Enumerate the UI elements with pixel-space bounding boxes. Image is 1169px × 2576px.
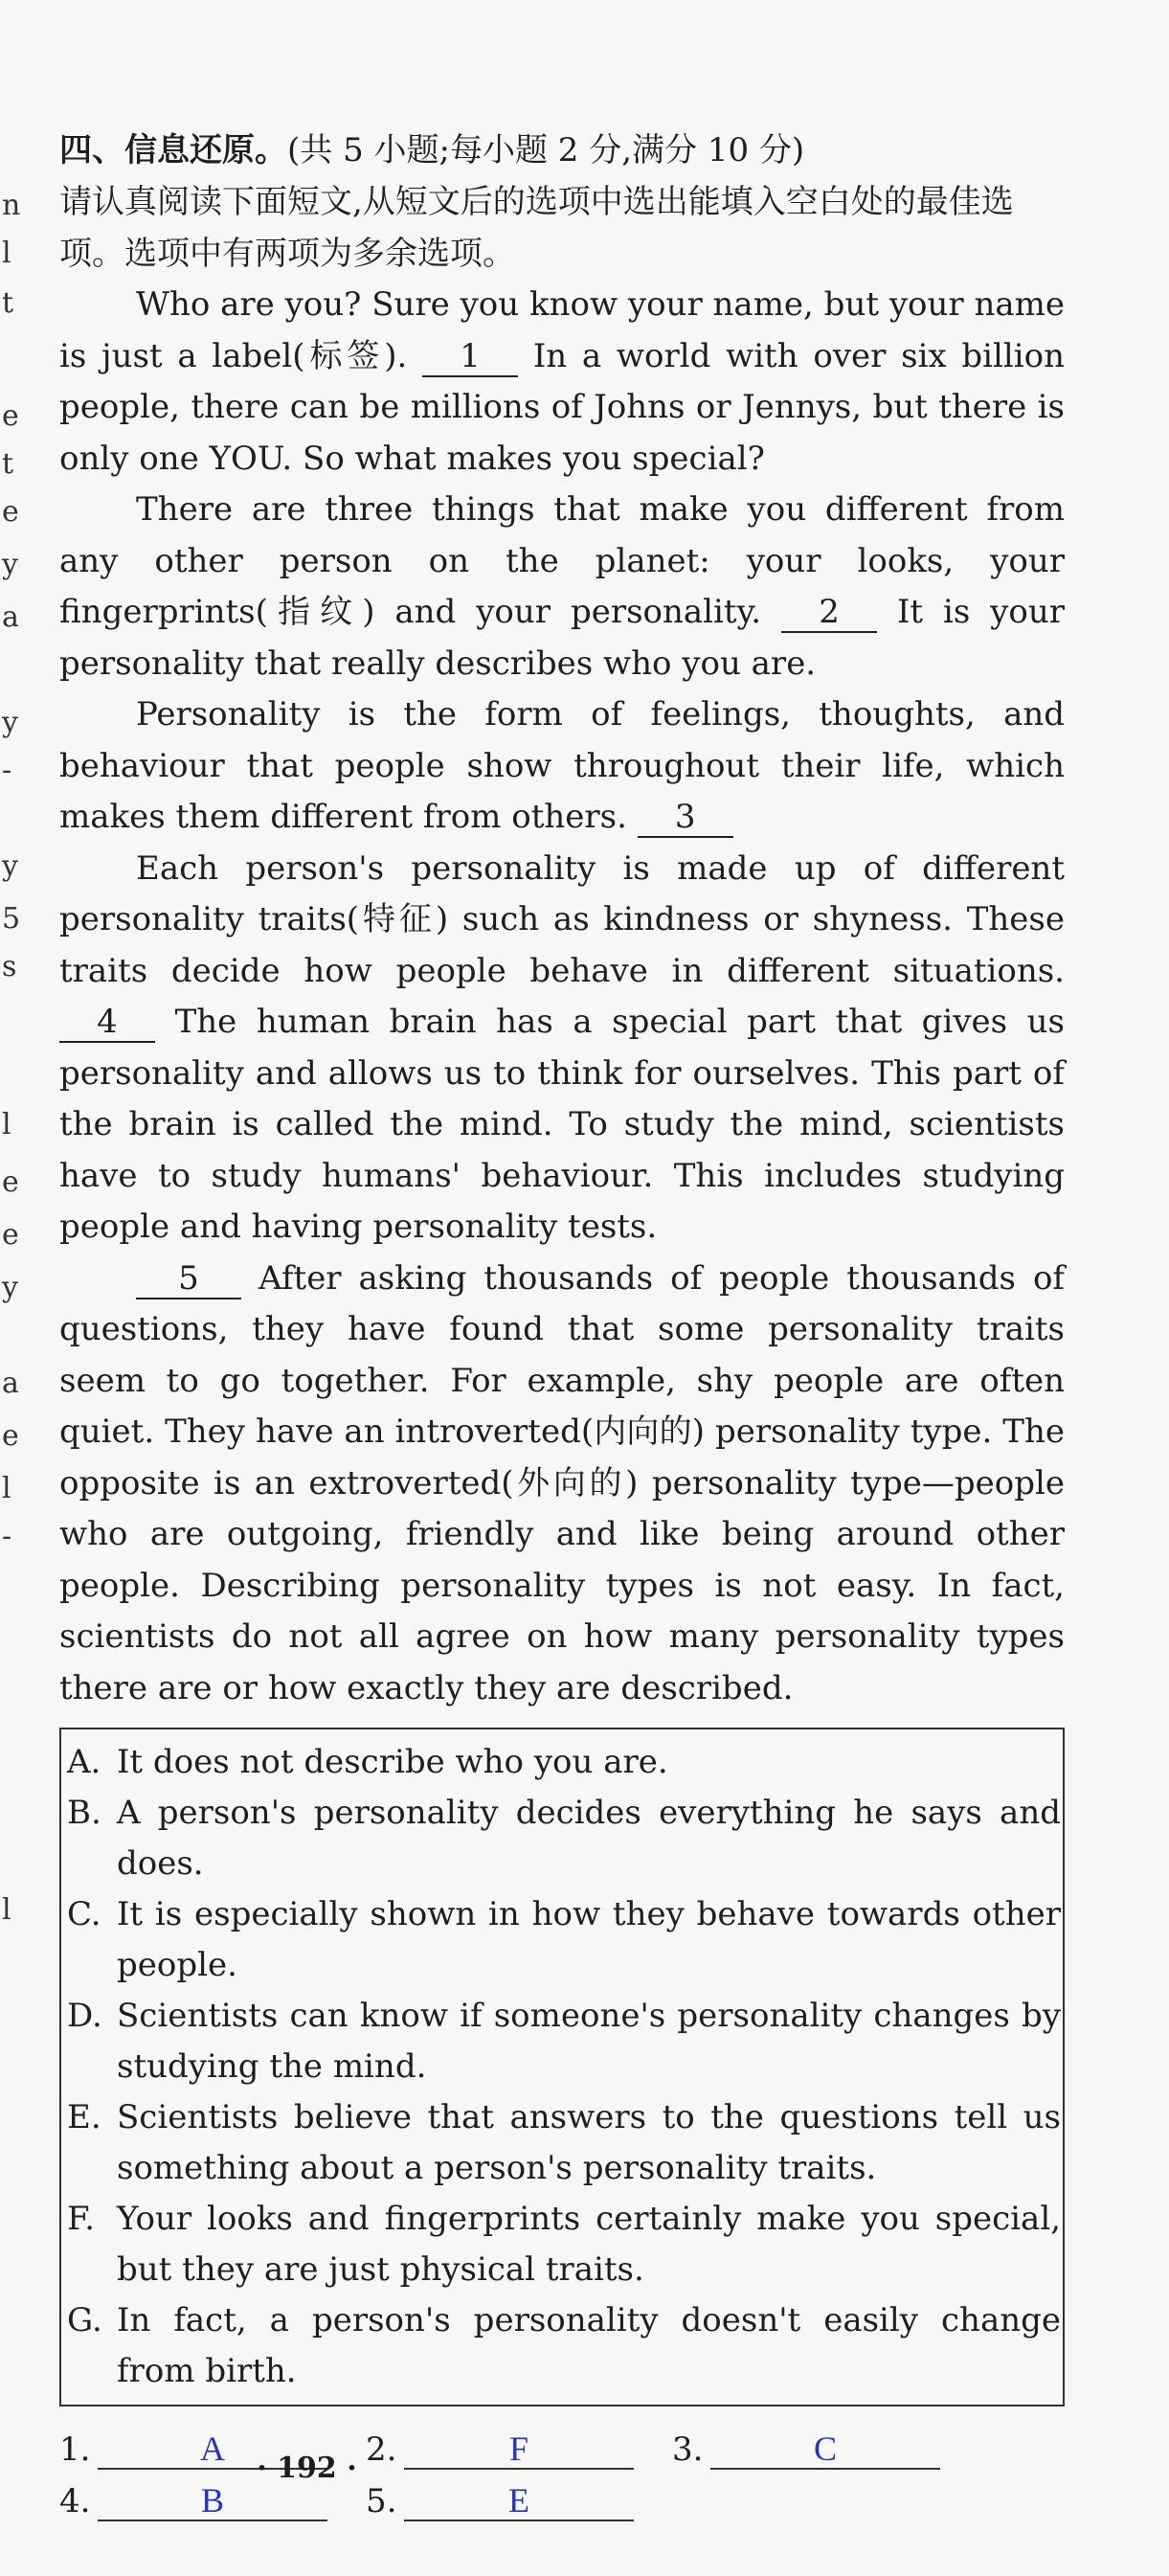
answer-field[interactable]: C [710, 2429, 940, 2470]
option-c [67, 1889, 1063, 1991]
section-title: 四、信息还原。 [59, 131, 287, 169]
option-text: It does not describe who you are. [117, 1743, 668, 1781]
passage-text: Personality is the form of feelings, thoughts, and behaviour that people show throughout their life, which makes them different from others. [59, 695, 1065, 836]
passage-paragraph-2 [59, 485, 1065, 689]
option-letter: F. [67, 2200, 96, 2238]
options-box [59, 1728, 1065, 2407]
blank-4[interactable]: 4 [59, 1003, 155, 1043]
section-scoring: (共 5 小题;每小题 2 分,满分 10 分) [287, 131, 805, 169]
blank-3[interactable]: 3 [638, 798, 733, 838]
workbook-page: n l t e t e y a y - y 5 s l e e y a e l - l 四、信息还原。(共 5 小题;每小题 2 分,满分 10 分) 请认真阅读下面短文,从短文后的选项中选出能填入空白处的最佳选项。选项中有两项为多余选项。 Who are you? Sure you know your name, but your name is just a label(标签). 1 In a world with over six billion people, there can be millions of Johns or Jennys, but there is only one YOU. So what makes you special? There are three things that make you different from any other person on the planet: your looks, your fingerprints(指纹) and your personality. 2 It is your personality that really describes who you are. Personality is the form of feelings, thoughts, and behaviour that people show throughout their life, which makes them different from others. 3 Each person's personality is made up of different personality traits(特征) such as kindness or shyness. These traits decide how people behave in different situations. 4 The human brain has a special part that gives us personality and allows us to think for ourselves. This part of the brain is called the mind. To study the mind, scientists have to study humans' behaviour. This includes studying people and having personality tests. 5 After asking thousands of people thousands of questions, they have found that some personality traits seem to go together. For example, shy people are often quiet. They have an introverted(内向的) personality type. The opposite is an extroverted(外向的) personality type—people who are outgoing, friendly and like being around other people. Describing personality types is not easy. In fact, scientists do not all agree on how many personality types there are or how exactly they are described. A. It does not describe who you are. B. A person's personality decides everything he says and does. C. It is especially shown in how they behave towards other people. D. Scientists can know if someone's personality changes by studying the mind. E. Scientists believe that answers to the questions tell us something about a person's personality traits. F. Your looks and fingerprints certainly make you special, but they are just physical traits. G. In fact, a person's personality doesn't easily change from birth. 1. A 2. F 3. C 4. B 5. E · 192 · [0, 0, 1169, 2576]
option-text: It is especially shown in how they behave towards other people. [117, 1895, 1061, 1984]
passage-text: It is your personality that really describes who you are. [59, 593, 1066, 683]
option-letter: D. [67, 1997, 102, 2035]
answer-number: 1. [59, 2430, 91, 2469]
section-heading [59, 124, 1065, 176]
passage-paragraph-4 [59, 844, 1065, 1254]
passage-text: Who are you? Sure you know your name, but your name is just a label(标签). [59, 285, 1065, 375]
section-instruction: 请认真阅读下面短文,从短文后的选项中选出能填入空白处的最佳选项。选项中有两项为多余选项。 [59, 183, 1014, 273]
passage-paragraph-5 [59, 1254, 1065, 1715]
option-letter: C. [67, 1895, 101, 1933]
blank-1[interactable]: 1 [422, 337, 518, 377]
passage-text: Each person's personality is made up of different personality traits(特征) such as kindness or shyness. These traits decide how people behave in different situations. [59, 848, 1065, 990]
passage-text: In a world with over six billion people, there can be millions of Johns or Jennys, but there is only one YOU. So what makes you special? [59, 336, 1065, 478]
passage-paragraph-1 [59, 280, 1065, 485]
answer-number: 2. [366, 2430, 397, 2469]
option-d [67, 1991, 1063, 2092]
blank-2[interactable]: 2 [781, 593, 877, 633]
option-letter: G. [67, 2301, 102, 2339]
option-text: Your looks and fingerprints certainly make you special, but they are just physical traits. [117, 2200, 1061, 2289]
option-letter: A. [67, 1743, 101, 1781]
answer-field[interactable]: F [404, 2429, 634, 2470]
option-text: Scientists can know if someone's personality changes by studying the mind. [117, 1997, 1061, 2086]
passage-text: After asking thousands of people thousands of questions, they have found that some personality traits seem to go together. For example, shy people are often quiet. They have an introverted(内向的) personality type. The opposite is an extroverted(外向的) personality type—people who are outgoing, friendly and like being around other people. Describing personality types is not easy. In fact, scientists do not all agree on how many personality types there are or how exactly they are described. [59, 1258, 1065, 1707]
answer-field[interactable]: A [98, 2429, 327, 2470]
option-letter: E. [67, 2098, 101, 2136]
passage-paragraph-3 [59, 689, 1065, 844]
answer-field[interactable]: E [404, 2481, 634, 2521]
answer-number: 4. [59, 2482, 91, 2520]
option-letter: B. [67, 1794, 101, 1832]
blank-5[interactable]: 5 [136, 1259, 241, 1299]
passage-text: There are three things that make you different from any other person on the planet: your looks, your fingerprints(指纹) and your personality. [59, 490, 1065, 631]
exercise-content [59, 124, 1065, 2527]
option-g [67, 2295, 1063, 2397]
option-text: Scientists believe that answers to the questions tell us something about a person's personality traits. [117, 2098, 1061, 2187]
option-text: A person's personality decides everything he says and does. [117, 1794, 1061, 1883]
answer-field[interactable]: B [98, 2481, 327, 2521]
passage-text: The human brain has a special part that gives us personality and allows us to think for ourselves. This part of the brain is called the mind. To study the mind, scientists have to study humans' behaviour. This includes studying people and having personality tests. [59, 1003, 1066, 1246]
option-b [67, 1788, 1063, 1889]
option-a [67, 1737, 1063, 1788]
page-number: · 192 · [257, 2452, 357, 2485]
option-text: In fact, a person's personality doesn't easily change from birth. [117, 2301, 1061, 2390]
answer-number: 5. [366, 2482, 397, 2520]
option-e [67, 2092, 1063, 2194]
answer-number: 3. [672, 2430, 704, 2469]
option-f [67, 2194, 1063, 2295]
